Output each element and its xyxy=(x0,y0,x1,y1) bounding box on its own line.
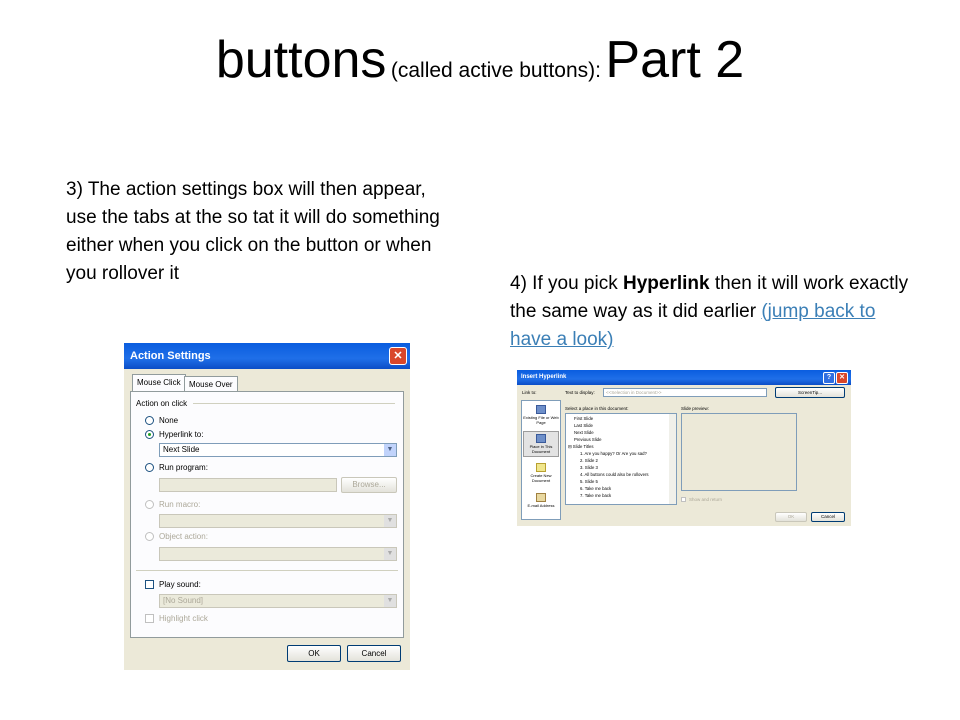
globe-icon xyxy=(536,405,546,414)
tree-item[interactable]: 2. Slide 2 xyxy=(580,458,598,463)
tree-item[interactable]: 3. Slide 3 xyxy=(580,465,598,470)
dialog-title-bar xyxy=(124,343,410,369)
sound-select[interactable] xyxy=(159,594,397,608)
label-select-place: Select a place in this document: xyxy=(565,406,629,411)
group-divider xyxy=(193,403,395,404)
slide-title xyxy=(0,30,960,90)
text-to-display-field[interactable] xyxy=(603,388,767,397)
link-existing-file[interactable] xyxy=(523,403,559,429)
tab-mouse-click[interactable]: Mouse Click xyxy=(132,374,186,391)
chevron-down-icon: ▼ xyxy=(384,515,396,527)
radio-run-program[interactable] xyxy=(145,463,154,472)
dialog-title: Action Settings xyxy=(130,350,211,362)
link-place-label: Place in This Document xyxy=(529,444,553,454)
label-show-and-return: Show and return xyxy=(689,497,723,502)
new-document-icon xyxy=(536,463,546,472)
document-icon xyxy=(536,434,546,443)
chevron-down-icon: ▼ xyxy=(384,548,396,560)
label-none: None xyxy=(159,416,179,425)
close-icon[interactable]: ✕ xyxy=(389,347,407,365)
link-create-new[interactable] xyxy=(523,461,559,487)
radio-hyperlink[interactable] xyxy=(145,430,154,439)
help-icon[interactable]: ? xyxy=(823,372,835,384)
tree-scrollbar[interactable] xyxy=(669,414,676,504)
hyperlink-dialog-title: Insert Hyperlink xyxy=(521,374,567,380)
macro-select[interactable] xyxy=(159,514,397,528)
browse-button[interactable]: Browse... xyxy=(341,477,397,493)
radio-run-macro[interactable] xyxy=(145,500,154,509)
tree-item[interactable]: 7. Take me back xyxy=(580,493,612,498)
ok-button[interactable]: OK xyxy=(287,645,341,662)
cancel-button[interactable]: Cancel xyxy=(347,645,401,662)
chevron-down-icon: ▼ xyxy=(384,595,396,607)
link-to-bar xyxy=(521,400,561,520)
tree-item[interactable]: Previous Slide xyxy=(574,437,602,442)
show-and-return-checkbox[interactable] xyxy=(681,497,686,502)
hyperlink-select[interactable] xyxy=(159,443,397,457)
tree-item[interactable]: Next Slide xyxy=(574,430,594,435)
label-object-action: Object action: xyxy=(159,532,208,541)
tree-item[interactable]: ⊟ Slide Titles xyxy=(568,444,594,449)
play-sound-checkbox[interactable] xyxy=(145,580,154,589)
tree-item-label: Slide Titles xyxy=(572,444,594,449)
group-label: Action on click xyxy=(136,399,188,408)
link-place-in-document[interactable] xyxy=(523,431,559,457)
object-action-select[interactable] xyxy=(159,547,397,561)
program-path-field[interactable] xyxy=(159,478,337,492)
step-4-text xyxy=(510,270,910,354)
hyperlink-value: Next Slide xyxy=(163,445,200,454)
chevron-down-icon: ▼ xyxy=(384,444,396,456)
text-to-display-value: <<Selection in Document>> xyxy=(606,390,662,395)
insert-hyperlink-dialog xyxy=(517,370,851,526)
tree-item[interactable]: 1. Are you happy? Or Are you sad? xyxy=(580,451,647,456)
close-icon[interactable]: ✕ xyxy=(836,372,848,384)
slide-tree[interactable] xyxy=(565,413,677,505)
tab-mouse-over[interactable]: Mouse Over xyxy=(184,376,238,391)
label-slide-preview: Slide preview: xyxy=(681,406,710,411)
hyperlink-title-bar xyxy=(517,370,851,385)
label-play-sound: Play sound: xyxy=(159,580,201,589)
link-existing-file-label: Existing File or Web Page xyxy=(523,415,559,425)
slide-preview-box xyxy=(681,413,797,491)
label-run-program: Run program: xyxy=(159,463,208,472)
action-settings-dialog xyxy=(124,343,410,670)
label-text-to-display: Text to display: xyxy=(565,390,595,395)
radio-object-action[interactable] xyxy=(145,532,154,541)
tree-item[interactable]: 5. Slide 5 xyxy=(580,479,598,484)
envelope-icon xyxy=(536,493,546,502)
tab-panel xyxy=(130,391,404,638)
tree-item[interactable]: First Slide xyxy=(574,416,594,421)
title-part: Part 2 xyxy=(605,31,745,89)
label-hyperlink: Hyperlink to: xyxy=(159,430,204,439)
title-sub: (called active buttons): xyxy=(390,59,601,82)
sound-divider xyxy=(136,570,398,571)
screentip-button[interactable]: ScreenTip... xyxy=(775,387,845,398)
step-3-text: 3) The action settings box will then appear, use the tabs at the so tat it will do something either when you click on the button or when you rollover it xyxy=(66,179,440,284)
label-run-macro: Run macro: xyxy=(159,500,201,509)
link-email-label: E-mail Address xyxy=(527,503,555,508)
title-main: buttons xyxy=(215,31,387,89)
tree-item[interactable]: Last Slide xyxy=(574,423,593,428)
step-4-bold: Hyperlink xyxy=(623,273,710,294)
hyperlink-cancel-button[interactable]: Cancel xyxy=(811,512,845,522)
label-highlight-click: Highlight click xyxy=(159,614,208,623)
highlight-click-checkbox[interactable] xyxy=(145,614,154,623)
sound-value: [No Sound] xyxy=(163,596,204,605)
hyperlink-ok-button[interactable]: OK xyxy=(775,512,807,522)
link-create-label: Create New Document xyxy=(530,473,552,483)
tree-item[interactable]: 4. All buttons could also be rollovers xyxy=(580,472,649,477)
radio-none[interactable] xyxy=(145,416,154,425)
link-email[interactable] xyxy=(523,491,559,517)
step-4-pre: 4) If you pick xyxy=(510,273,623,294)
tree-item[interactable]: 6. Take me back xyxy=(580,486,612,491)
step-4-post: then it will work exactly the same way as it did earlier xyxy=(510,273,909,322)
jump-back-link[interactable]: (jump back to have a look) xyxy=(510,301,876,350)
label-link-to: Link to: xyxy=(522,390,537,395)
